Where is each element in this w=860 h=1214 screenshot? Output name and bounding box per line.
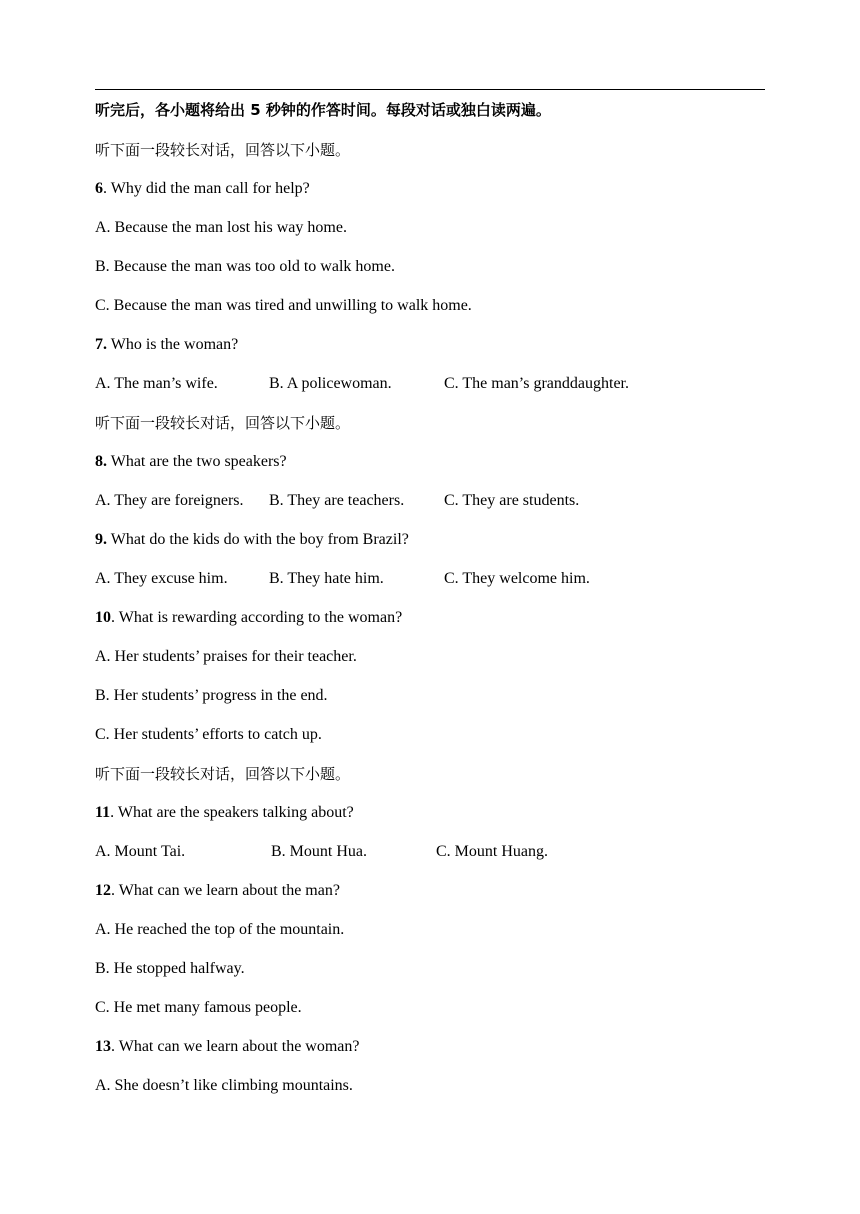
- q12-option-a: A. He reached the top of the mountain.: [95, 921, 345, 938]
- section-intro-3: 听下面一段较长对话，回答以下小题。: [95, 765, 351, 783]
- question-text: Who is the woman?: [107, 336, 239, 353]
- q6-option-a: A. Because the man lost his way home.: [95, 219, 347, 236]
- question-number: 6: [95, 180, 103, 197]
- q11-options: [95, 842, 765, 862]
- q10-option-b: B. Her students’ progress in the end.: [95, 687, 328, 704]
- q8-option-a: A. They are foreigners.: [95, 492, 244, 509]
- q11-option-c: C. Mount Huang.: [436, 843, 548, 860]
- instruction-text: 听完后，各小题将给出 5 秒钟的作答时间。每段对话或独白读两遍。: [95, 101, 551, 119]
- question-number: 11: [95, 804, 111, 821]
- question-text: What do the kids do with the boy from Brazil?: [107, 531, 409, 548]
- q7-option-a: A. The man’s wife.: [95, 375, 218, 392]
- q9-option-b: B. They hate him.: [269, 570, 384, 587]
- section-intro-1: 听下面一段较长对话，回答以下小题。: [95, 141, 351, 159]
- q11-option-a: A. Mount Tai.: [95, 843, 186, 860]
- q7-option-b: B. A policewoman.: [269, 375, 392, 392]
- question-8: [95, 452, 287, 472]
- q8-options: [95, 491, 765, 511]
- section-intro-2: 听下面一段较长对话，回答以下小题。: [95, 414, 351, 432]
- question-13: [95, 1037, 360, 1057]
- header-rule: [95, 89, 765, 90]
- q10-option-a: A. Her students’ praises for their teacher.: [95, 648, 357, 665]
- question-number: 8.: [95, 453, 107, 470]
- q6-option-b: B. Because the man was too old to walk home.: [95, 258, 395, 275]
- q12-option-c: C. He met many famous people.: [95, 999, 302, 1016]
- q13-option-a: A. She doesn’t like climbing mountains.: [95, 1077, 353, 1094]
- q9-options: [95, 569, 765, 589]
- question-text: . What are the speakers talking about?: [110, 804, 354, 821]
- question-number: 9.: [95, 531, 107, 548]
- q8-option-c: C. They are students.: [444, 492, 580, 509]
- q12-option-b: B. He stopped halfway.: [95, 960, 245, 977]
- q7-options: [95, 374, 765, 394]
- q11-option-b: B. Mount Hua.: [271, 843, 367, 860]
- question-6: [95, 179, 310, 199]
- question-12: [95, 881, 340, 901]
- question-number: 7.: [95, 336, 107, 353]
- q9-option-c: C. They welcome him.: [444, 570, 590, 587]
- question-9: [95, 530, 409, 550]
- question-text: . Why did the man call for help?: [103, 180, 310, 197]
- q6-option-c: C. Because the man was tired and unwilling to walk home.: [95, 297, 472, 314]
- q7-option-c: C. The man’s granddaughter.: [444, 375, 629, 392]
- question-text: . What can we learn about the woman?: [111, 1038, 360, 1055]
- question-number: 12: [95, 882, 111, 899]
- q9-option-a: A. They excuse him.: [95, 570, 228, 587]
- question-10: [95, 608, 402, 628]
- question-number: 10: [95, 609, 111, 626]
- q8-option-b: B. They are teachers.: [269, 492, 405, 509]
- question-11: [95, 803, 354, 823]
- q10-option-c: C. Her students’ efforts to catch up.: [95, 726, 322, 743]
- question-text: . What is rewarding according to the woman?: [111, 609, 403, 626]
- question-text: What are the two speakers?: [107, 453, 287, 470]
- question-number: 13: [95, 1038, 111, 1055]
- question-7: [95, 335, 238, 355]
- question-text: . What can we learn about the man?: [111, 882, 340, 899]
